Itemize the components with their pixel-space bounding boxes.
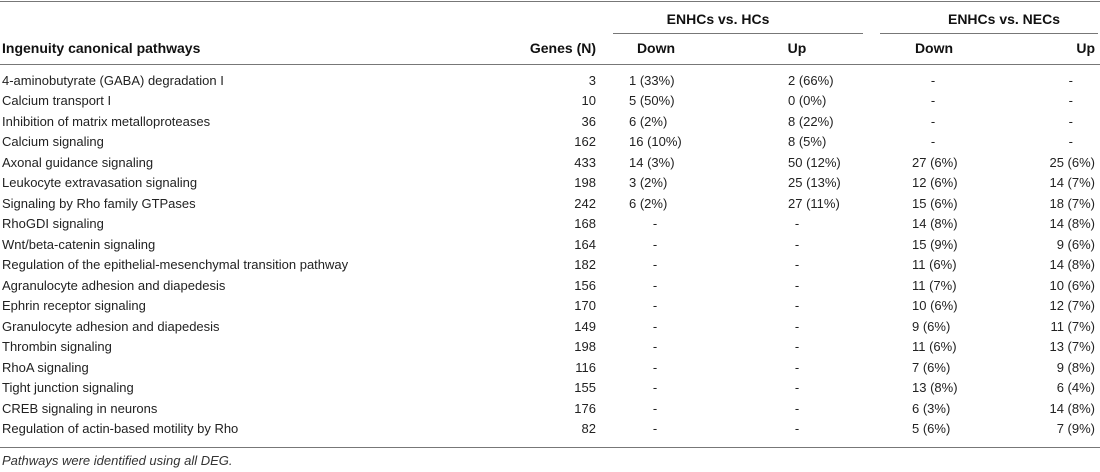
pathway-cell: Leukocyte extravasation signaling <box>2 175 198 190</box>
down-necs-cell: - <box>930 134 936 149</box>
genes-cell: 182 <box>574 257 596 272</box>
table-row <box>0 296 1100 317</box>
column-header-down-hcs: Down <box>636 40 676 56</box>
genes-cell: 242 <box>574 195 596 211</box>
pathway-cell: 4-aminobutyrate (GABA) degradation I <box>2 72 224 88</box>
down-necs-cell: 27 (6%) <box>912 154 958 170</box>
genes-cell: 198 <box>574 175 596 190</box>
up-necs-cell: 12 (7%) <box>1049 298 1095 313</box>
pathway-cell: Inhibition of matrix metalloproteases <box>2 113 211 129</box>
down-necs-cell: 6 (3%) <box>912 400 951 416</box>
table-row <box>0 419 1100 440</box>
up-necs-cell: 9 (6%) <box>1056 236 1095 252</box>
up-necs-cell: 14 (7%) <box>1049 175 1095 190</box>
table-top-rule <box>0 1 1100 2</box>
down-hcs-cell: - <box>652 216 658 231</box>
table-row <box>0 317 1100 338</box>
down-necs-cell: 7 (6%) <box>912 359 951 375</box>
table-row <box>0 276 1100 297</box>
down-necs-cell: - <box>930 72 936 88</box>
up-necs-cell: - <box>1068 113 1073 129</box>
column-header-up-necs: Up <box>1076 40 1095 56</box>
pathway-cell: Agranulocyte adhesion and diapedesis <box>2 277 226 293</box>
column-header-pathway: Ingenuity canonical pathways <box>2 40 201 56</box>
down-hcs-cell: 1 (33%) <box>629 72 675 88</box>
up-hcs-cell: - <box>794 236 800 252</box>
up-hcs-cell: - <box>794 421 800 436</box>
pathway-cell: Axonal guidance signaling <box>2 154 154 170</box>
pathway-cell: Calcium signaling <box>2 134 104 149</box>
pathway-cell: Signaling by Rho family GTPases <box>2 195 196 211</box>
column-header-down-necs: Down <box>914 40 954 56</box>
table-row <box>0 235 1100 256</box>
genes-cell: 149 <box>574 318 596 334</box>
up-necs-cell: 9 (8%) <box>1056 359 1095 375</box>
up-hcs-cell: - <box>794 318 800 334</box>
down-necs-cell: 11 (7%) <box>912 277 957 293</box>
table-row <box>0 173 1100 194</box>
pathway-cell: Wnt/beta-catenin signaling <box>2 236 156 252</box>
pathway-cell: Ephrin receptor signaling <box>2 298 146 313</box>
column-header-genes: Genes (N) <box>529 40 596 56</box>
genes-cell: 168 <box>574 216 596 231</box>
genes-cell: 3 <box>588 72 596 88</box>
up-hcs-cell: 25 (13%) <box>788 175 841 190</box>
up-hcs-cell: 2 (66%) <box>788 72 834 88</box>
up-necs-cell: 10 (6%) <box>1049 277 1095 293</box>
up-hcs-cell: - <box>794 277 800 293</box>
down-hcs-cell: - <box>652 257 658 272</box>
up-necs-cell: - <box>1068 134 1073 149</box>
pathway-cell: Thrombin signaling <box>2 339 112 354</box>
down-necs-cell: - <box>930 113 936 129</box>
down-hcs-cell: 6 (2%) <box>629 195 668 211</box>
table-bottom-rule <box>0 447 1100 448</box>
up-hcs-cell: 50 (12%) <box>788 154 841 170</box>
column-header-up-hcs: Up <box>787 40 807 56</box>
up-necs-cell: 14 (8%) <box>1049 257 1095 272</box>
down-necs-cell: 9 (6%) <box>912 318 951 334</box>
table-row <box>0 358 1100 379</box>
down-hcs-cell: - <box>652 318 658 334</box>
table-row <box>0 132 1100 153</box>
up-hcs-cell: - <box>794 216 800 231</box>
up-hcs-cell: 8 (5%) <box>788 134 827 149</box>
down-necs-cell: 5 (6%) <box>912 421 951 436</box>
genes-cell: 116 <box>575 359 596 375</box>
up-hcs-cell: - <box>794 380 800 395</box>
table-row <box>0 153 1100 174</box>
up-necs-cell: 18 (7%) <box>1049 195 1095 211</box>
down-hcs-cell: - <box>652 421 658 436</box>
down-hcs-cell: - <box>652 277 658 293</box>
table-row <box>0 91 1100 112</box>
down-necs-cell: 12 (6%) <box>912 175 958 190</box>
down-hcs-cell: 16 (10%) <box>629 134 682 149</box>
pathway-cell: Granulocyte adhesion and diapedesis <box>2 318 220 334</box>
group-header-enhcs-vs-necs: ENHCs vs. NECs <box>947 11 1061 27</box>
group-header-enhcs-vs-hcs: ENHCs vs. HCs <box>666 11 770 27</box>
up-necs-cell: - <box>1068 72 1073 88</box>
down-necs-cell: 15 (6%) <box>912 195 958 211</box>
pathway-cell: RhoA signaling <box>2 359 89 375</box>
group-underline-hcs <box>613 33 863 34</box>
up-hcs-cell: 8 (22%) <box>788 113 834 129</box>
down-necs-cell: 15 (9%) <box>912 236 958 252</box>
up-necs-cell: 25 (6%) <box>1049 154 1095 170</box>
up-necs-cell: 14 (8%) <box>1049 216 1095 231</box>
up-hcs-cell: 0 (0%) <box>788 93 827 108</box>
up-necs-cell: 14 (8%) <box>1049 400 1095 416</box>
down-hcs-cell: - <box>652 339 658 354</box>
down-necs-cell: 11 (6%) <box>912 339 957 354</box>
genes-cell: 176 <box>574 400 596 416</box>
down-necs-cell: - <box>930 93 936 108</box>
up-necs-cell: 11 (7%) <box>1050 318 1095 334</box>
table-footnote: Pathways were identified using all DEG. <box>2 453 233 468</box>
up-necs-cell: 13 (7%) <box>1049 339 1095 354</box>
genes-cell: 162 <box>574 134 596 149</box>
table-row <box>0 337 1100 358</box>
down-hcs-cell: 6 (2%) <box>629 113 668 129</box>
up-hcs-cell: - <box>794 400 800 416</box>
genes-cell: 82 <box>581 421 596 436</box>
up-necs-cell: 6 (4%) <box>1056 380 1095 395</box>
down-hcs-cell: - <box>652 359 658 375</box>
group-underline-necs <box>880 33 1098 34</box>
pathway-cell: Tight junction signaling <box>2 380 134 395</box>
down-hcs-cell: - <box>652 400 658 416</box>
table-row <box>0 255 1100 276</box>
down-necs-cell: 10 (6%) <box>912 298 958 313</box>
genes-cell: 10 <box>581 93 596 108</box>
genes-cell: 433 <box>574 154 596 170</box>
down-hcs-cell: - <box>652 298 658 313</box>
up-hcs-cell: - <box>794 359 800 375</box>
down-necs-cell: 13 (8%) <box>912 380 958 395</box>
up-hcs-cell: - <box>794 298 800 313</box>
header-bottom-rule <box>0 64 1100 65</box>
up-necs-cell: - <box>1068 93 1073 108</box>
down-necs-cell: 14 (8%) <box>912 216 958 231</box>
down-necs-cell: 11 (6%) <box>912 257 957 272</box>
genes-cell: 164 <box>574 236 596 252</box>
pathway-cell: CREB signaling in neurons <box>2 400 158 416</box>
genes-cell: 36 <box>581 113 596 129</box>
genes-cell: 170 <box>574 298 596 313</box>
up-necs-cell: 7 (9%) <box>1056 421 1095 436</box>
pathway-cell: Calcium transport I <box>2 93 112 108</box>
table-row <box>0 399 1100 420</box>
table-row <box>0 214 1100 235</box>
up-hcs-cell: - <box>794 339 800 354</box>
pathway-cell: Regulation of the epithelial-mesenchymal transition pathway <box>2 257 349 272</box>
table-row <box>0 112 1100 133</box>
table-row <box>0 194 1100 215</box>
down-hcs-cell: 5 (50%) <box>629 93 675 108</box>
pathway-cell: RhoGDI signaling <box>2 216 104 231</box>
genes-cell: 198 <box>574 339 596 354</box>
up-hcs-cell: 27 (11%) <box>788 195 840 211</box>
down-hcs-cell: 3 (2%) <box>629 175 668 190</box>
table-row <box>0 71 1100 92</box>
up-hcs-cell: - <box>794 257 800 272</box>
down-hcs-cell: 14 (3%) <box>629 154 675 170</box>
pathway-cell: Regulation of actin-based motility by Rho <box>2 421 239 436</box>
table-row <box>0 378 1100 399</box>
genes-cell: 156 <box>574 277 596 293</box>
down-hcs-cell: - <box>652 236 658 252</box>
genes-cell: 155 <box>574 380 596 395</box>
down-hcs-cell: - <box>652 380 658 395</box>
